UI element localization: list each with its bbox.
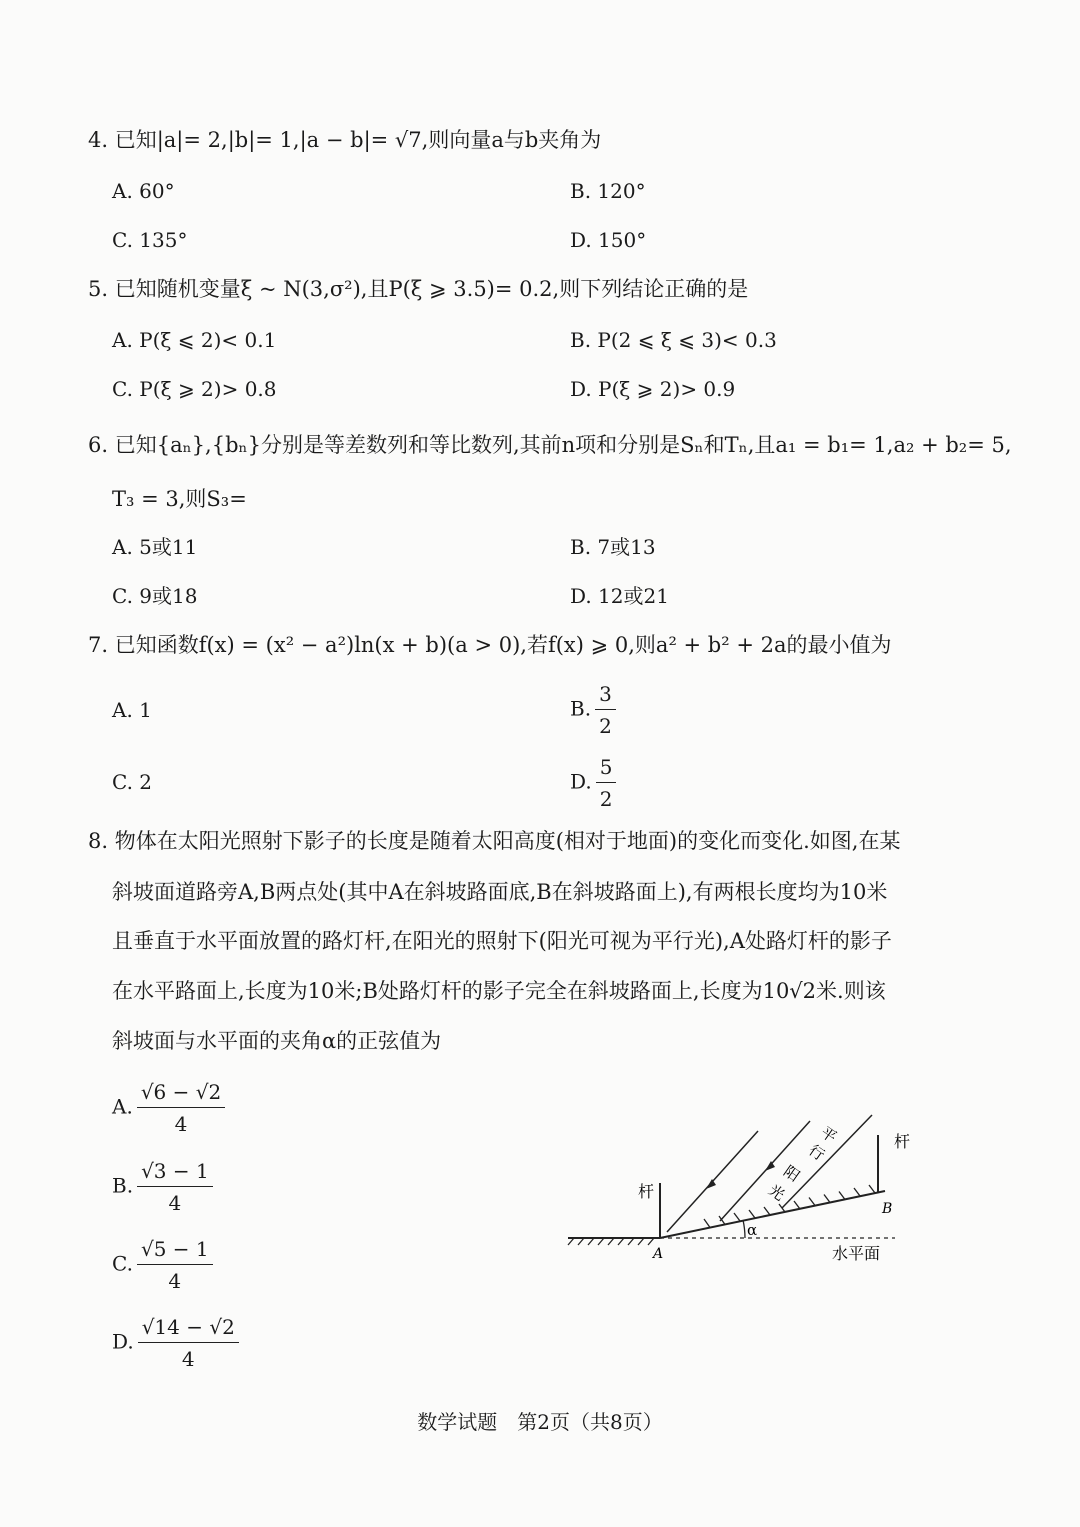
question-8-stem-line2: 斜坡面道路旁A,B两点处(其中A在斜坡路面底,B在斜坡路面上),有两根长度均为10米 [112, 880, 888, 904]
horizontal-plane-label: 水平面 [832, 1244, 881, 1263]
q7-option-d-label: D. [570, 769, 592, 794]
q8-option-c [112, 1235, 213, 1295]
light-label-2: 行 [805, 1141, 828, 1165]
fraction-denominator: 4 [168, 1269, 182, 1293]
fraction-numerator: √3 − 1 [137, 1157, 213, 1187]
question-5-stem: 5. 已知随机变量ξ ~ N(3,σ²),且P(ξ ⩾ 3.5)= 0.2,则下列结论正确的是 [88, 277, 749, 301]
q8-option-a [112, 1078, 225, 1138]
fraction-denominator: 2 [599, 787, 613, 811]
q8-option-d-label: D. [112, 1329, 134, 1354]
fraction-denominator: 2 [599, 714, 612, 738]
fraction-denominator: 4 [181, 1347, 195, 1371]
ray-arrow-1 [706, 1179, 716, 1189]
question-8-stem-line3: 且垂直于水平面放置的路灯杆,在阳光的照射下(阳光可视为平行光),A处路灯杆的影子 [112, 929, 892, 953]
q7-option-c: C. 2 [112, 770, 153, 794]
pole-right-label: 杆 [894, 1132, 911, 1151]
q5-option-a: A. P(ξ ⩽ 2)< 0.1 [112, 328, 277, 352]
fraction-denominator: 4 [174, 1112, 188, 1136]
q8-option-b-label: B. [112, 1173, 134, 1198]
fraction-denominator: 4 [168, 1191, 182, 1215]
q7-option-b [570, 680, 616, 740]
q4-option-d: D. 150° [570, 228, 647, 252]
slope-hatching [704, 1185, 875, 1228]
q6-option-b: B. 7或13 [570, 535, 656, 559]
slope-shadow-diagram [560, 1105, 930, 1275]
light-label-1: 平 [817, 1123, 840, 1147]
q8-option-a-fraction [137, 1078, 225, 1138]
point-a-label: A [653, 1246, 664, 1262]
q5-option-c: C. P(ξ ⩾ 2)> 0.8 [112, 377, 277, 401]
question-8-stem-line5: 斜坡面与水平面的夹角α的正弦值为 [112, 1029, 442, 1053]
q6-option-d: D. 12或21 [570, 584, 669, 608]
light-label-4: 光 [765, 1181, 788, 1205]
q5-option-d: D. P(ξ ⩾ 2)> 0.9 [570, 377, 736, 401]
q8-option-d [112, 1313, 239, 1373]
question-4-stem: 4. 已知|a|= 2,|b|= 1,|a − b|= √7,则向量a与b夹角为 [88, 128, 602, 152]
question-6-stem-line2: T₃ = 3,则S₃= [112, 487, 247, 511]
ground-hatching [568, 1238, 654, 1245]
question-6-stem-line1: 6. 已知{aₙ},{bₙ}分别是等差数列和等比数列,其前n项和分别是Sₙ和Tₙ,且a₁ = b₁= 1,a₂ + b₂= 5, [88, 433, 1012, 457]
q6-option-c: C. 9或18 [112, 584, 198, 608]
point-b-label: B [882, 1201, 893, 1217]
question-8-stem-line1: 8. 物体在太阳光照射下影子的长度是随着太阳高度(相对于地面)的变化而变化.如图,在某 [88, 829, 901, 853]
q8-option-b [112, 1157, 213, 1217]
q8-option-a-label: A. [112, 1094, 133, 1119]
q7-option-b-fraction [595, 680, 616, 740]
q8-option-d-fraction [138, 1313, 239, 1373]
pole-left-label: 杆 [638, 1182, 655, 1201]
fraction-numerator: 5 [596, 753, 617, 783]
q5-option-b: B. P(2 ⩽ ξ ⩽ 3)< 0.3 [570, 328, 777, 352]
question-8-stem-line4: 在水平路面上,长度为10米;B处路灯杆的影子完全在斜坡路面上,长度为10√2米.则该 [112, 979, 886, 1003]
fraction-numerator: √14 − √2 [138, 1313, 239, 1343]
fraction-numerator: √5 − 1 [137, 1235, 213, 1265]
angle-alpha-label: α [747, 1221, 758, 1239]
light-label-3: 阳 [780, 1162, 803, 1186]
q7-option-a: A. 1 [112, 698, 152, 722]
fraction-numerator: 3 [595, 680, 616, 710]
q8-option-b-fraction [137, 1157, 213, 1217]
q8-option-c-fraction [137, 1235, 213, 1295]
q7-option-d-fraction [596, 753, 617, 813]
question-7-stem: 7. 已知函数f(x) = (x² − a²)ln(x + b)(a > 0),若f(x) ⩾ 0,则a² + b² + 2a的最小值为 [88, 633, 892, 657]
q4-option-c: C. 135° [112, 228, 188, 252]
fraction-numerator: √6 − √2 [137, 1078, 225, 1108]
angle-arc [743, 1220, 745, 1238]
q4-option-b: B. 120° [570, 179, 646, 203]
page-footer: 数学试题 第2页（共8页） [417, 1410, 663, 1434]
q6-option-a: A. 5或11 [112, 535, 198, 559]
q7-option-b-label: B. [570, 696, 592, 721]
q7-option-d [570, 753, 616, 813]
q4-option-a: A. 60° [112, 179, 175, 203]
q8-option-c-label: C. [112, 1251, 133, 1276]
